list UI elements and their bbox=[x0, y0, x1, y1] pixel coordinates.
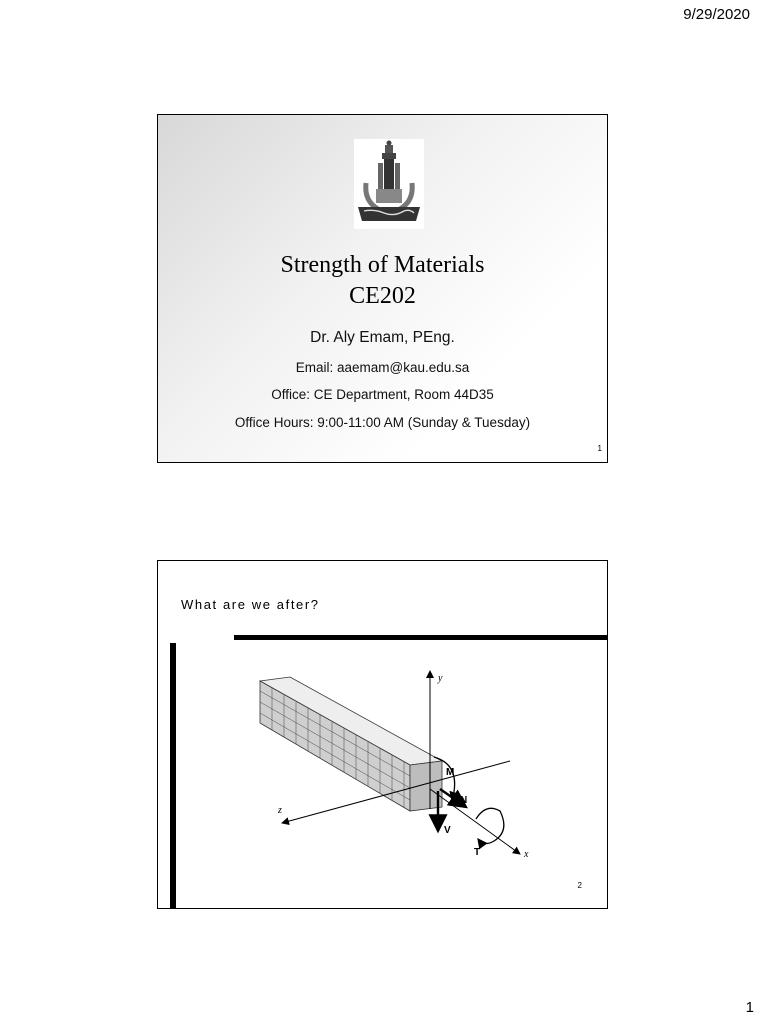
left-accent-bar bbox=[170, 643, 176, 909]
slide-number: 1 bbox=[597, 444, 602, 453]
x-axis bbox=[430, 789, 520, 854]
university-logo-icon bbox=[354, 139, 424, 229]
office-hours-line: Office Hours: 9:00-11:00 AM (Sunday & Tuesday) bbox=[234, 415, 531, 430]
normal-force-label: N bbox=[460, 795, 468, 806]
x-axis-label: x bbox=[524, 849, 529, 860]
beam-internal-forces-diagram bbox=[248, 661, 548, 871]
author-name: Dr. Aly Emam, PEng. bbox=[310, 329, 455, 346]
office-line: Office: CE Department, Room 44D35 bbox=[271, 387, 494, 402]
slide-2 bbox=[157, 560, 608, 909]
slide-number: 2 bbox=[577, 881, 582, 890]
email-line: Email: aaemam@kau.edu.sa bbox=[295, 360, 470, 375]
moment-label: M bbox=[446, 767, 455, 778]
torque-t-arrow bbox=[476, 808, 504, 843]
torque-label: T bbox=[474, 847, 481, 858]
page-date: 9/29/2020 bbox=[683, 6, 750, 23]
page-number: 1 bbox=[745, 999, 754, 1016]
slide-title-line-1: Strength of Materials bbox=[280, 252, 485, 278]
shear-force-label: V bbox=[444, 825, 451, 836]
slide-title: What are we after? bbox=[181, 597, 320, 612]
slide-1 bbox=[157, 114, 608, 463]
z-axis-label: z bbox=[278, 805, 282, 816]
title-underline-bar bbox=[234, 635, 608, 640]
y-axis-label: y bbox=[438, 673, 443, 684]
slide-title-line-2: CE202 bbox=[349, 283, 416, 309]
